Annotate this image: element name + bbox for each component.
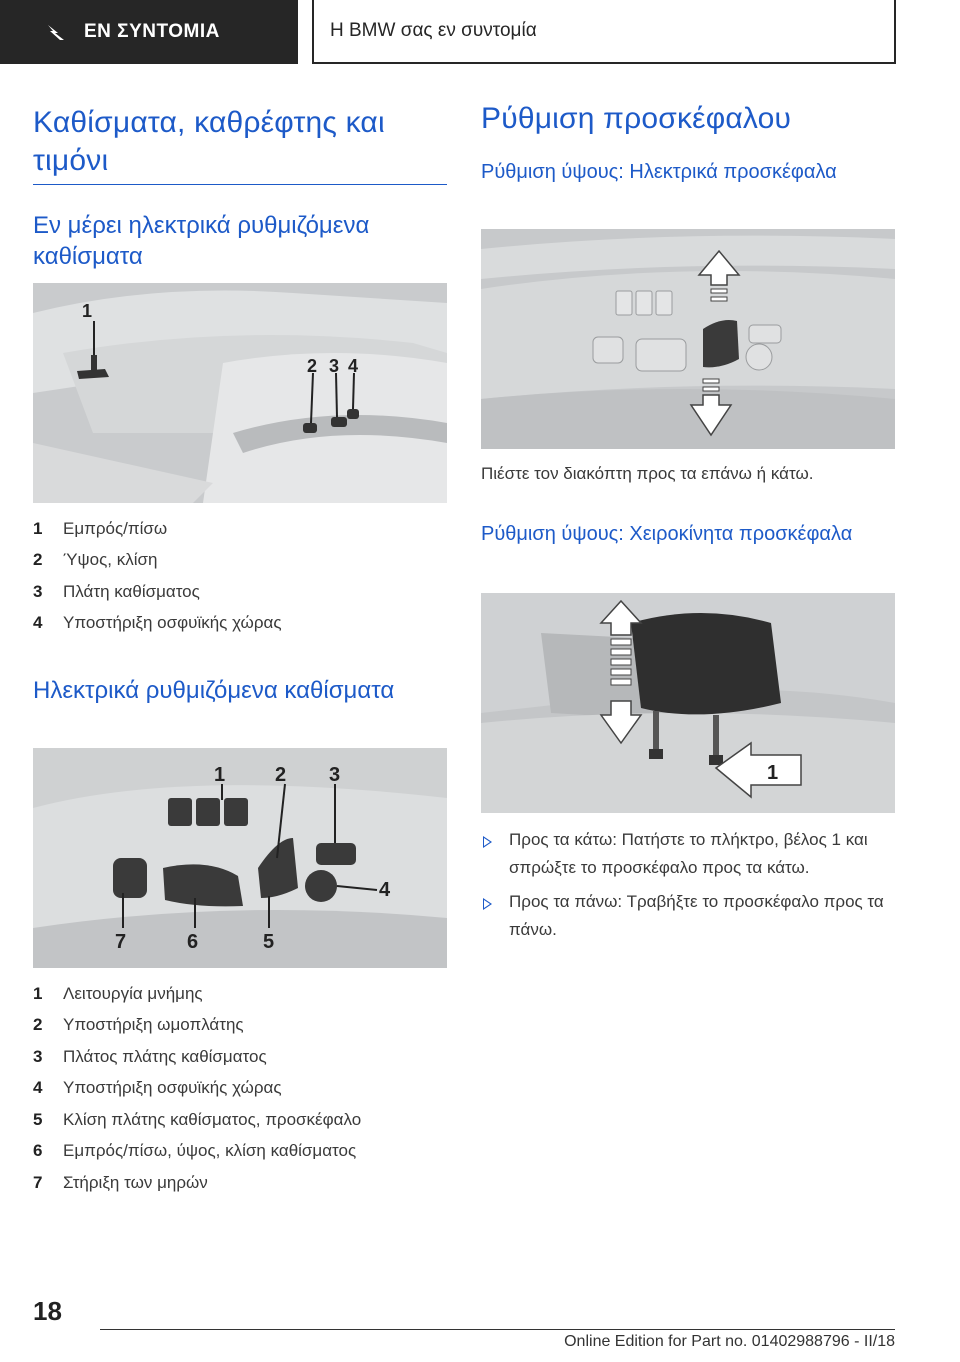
footer-rule	[100, 1329, 895, 1330]
legend-item: 1 Λειτουργία μνήμης	[33, 983, 203, 1003]
figure2-label-1: 1	[214, 764, 226, 786]
instruction-item: Προς τα πάνω: Τραβήξτε το προσκέφαλο προς τα πάνω.	[481, 888, 895, 944]
right-title: Ρύθμιση προσκέφαλου	[481, 102, 792, 135]
section-tab[interactable]	[0, 0, 298, 64]
seat-figure-partial	[33, 283, 447, 503]
triangle-bullet-icon	[483, 898, 492, 910]
instruction-item: Προς τα κάτω: Πατήστε το πλήκτρο, βέλος 1 και σπρώξτε το προσκέφαλο προς τα κάτω.	[481, 826, 895, 882]
heading-electric-seats: Ηλεκτρικά ρυθμιζόμενα καθίσματα	[33, 677, 395, 704]
title-rule	[33, 184, 447, 185]
legend-electric	[33, 978, 447, 1199]
legend-item: 4 Υποστήριξη οσφυϊκής χώρας	[33, 1078, 282, 1098]
figure2-label-6: 6	[187, 931, 199, 953]
legend-item: 3 Πλάτος πλάτης καθίσματος	[33, 1046, 267, 1066]
page-title: Καθίσματα, καθρέφτης και τιμόνι	[33, 106, 385, 177]
page-number: 18	[33, 1296, 62, 1326]
instruction-list	[481, 826, 895, 950]
figure2-label-5: 5	[263, 931, 275, 953]
figure2-label-2: 2	[275, 764, 287, 786]
section-tab-label: ΕΝ ΣΥΝΤΟΜΙΑ	[84, 21, 220, 42]
legend-item: 5 Κλίση πλάτης καθίσματος, προσκέφαλο	[33, 1109, 362, 1129]
legend-item: 2 Ύψος, κλίση	[33, 550, 158, 570]
legend-item: 2 Υποστήριξη ωμοπλάτης	[33, 1015, 244, 1035]
arrow-icon	[42, 20, 72, 44]
heading-partial-electric-seats: Εν μέρει ηλεκτρικά ρυθμιζόμενα καθίσματα	[33, 212, 370, 270]
left-column	[33, 104, 447, 185]
figure2-label-4: 4	[379, 879, 391, 901]
section-title: Η BMW σας εν συντομία	[312, 0, 896, 64]
figure1-label-4: 4	[348, 356, 359, 376]
edition-footer: Online Edition for Part no. 01402988796 - II/18	[564, 1333, 895, 1350]
headrest-figure-electric	[481, 229, 895, 449]
caption-electric-headrest: Πιέστε τον διακόπτη προς τα επάνω ή κάτω.	[481, 464, 814, 483]
legend-partial-electric	[33, 513, 447, 639]
figure1-label-2: 2	[307, 356, 318, 376]
figure1-label-1: 1	[82, 301, 93, 321]
figure2-label-3: 3	[329, 764, 341, 786]
seat-figure-electric	[33, 748, 447, 968]
figure2-label-7: 7	[115, 931, 127, 953]
heading-manual-headrest: Ρύθμιση ύψους: Χειροκίνητα προσκέφαλα	[481, 523, 853, 545]
legend-item: 1 Εμπρός/πίσω	[33, 518, 168, 538]
figure3-label-1: 1	[767, 762, 779, 784]
legend-item: 4 Υποστήριξη οσφυϊκής χώρας	[33, 613, 282, 633]
legend-item: 7 Στήριξη των μηρών	[33, 1172, 208, 1192]
heading-electric-headrest: Ρύθμιση ύψους: Ηλεκτρικά προσκέφαλα	[481, 161, 837, 183]
figure1-label-3: 3	[329, 356, 340, 376]
triangle-bullet-icon	[483, 836, 492, 848]
legend-item: 3 Πλάτη καθίσματος	[33, 581, 200, 601]
headrest-figure-manual	[481, 593, 895, 813]
legend-item: 6 Εμπρός/πίσω, ύψος, κλίση καθίσματος	[33, 1141, 357, 1161]
